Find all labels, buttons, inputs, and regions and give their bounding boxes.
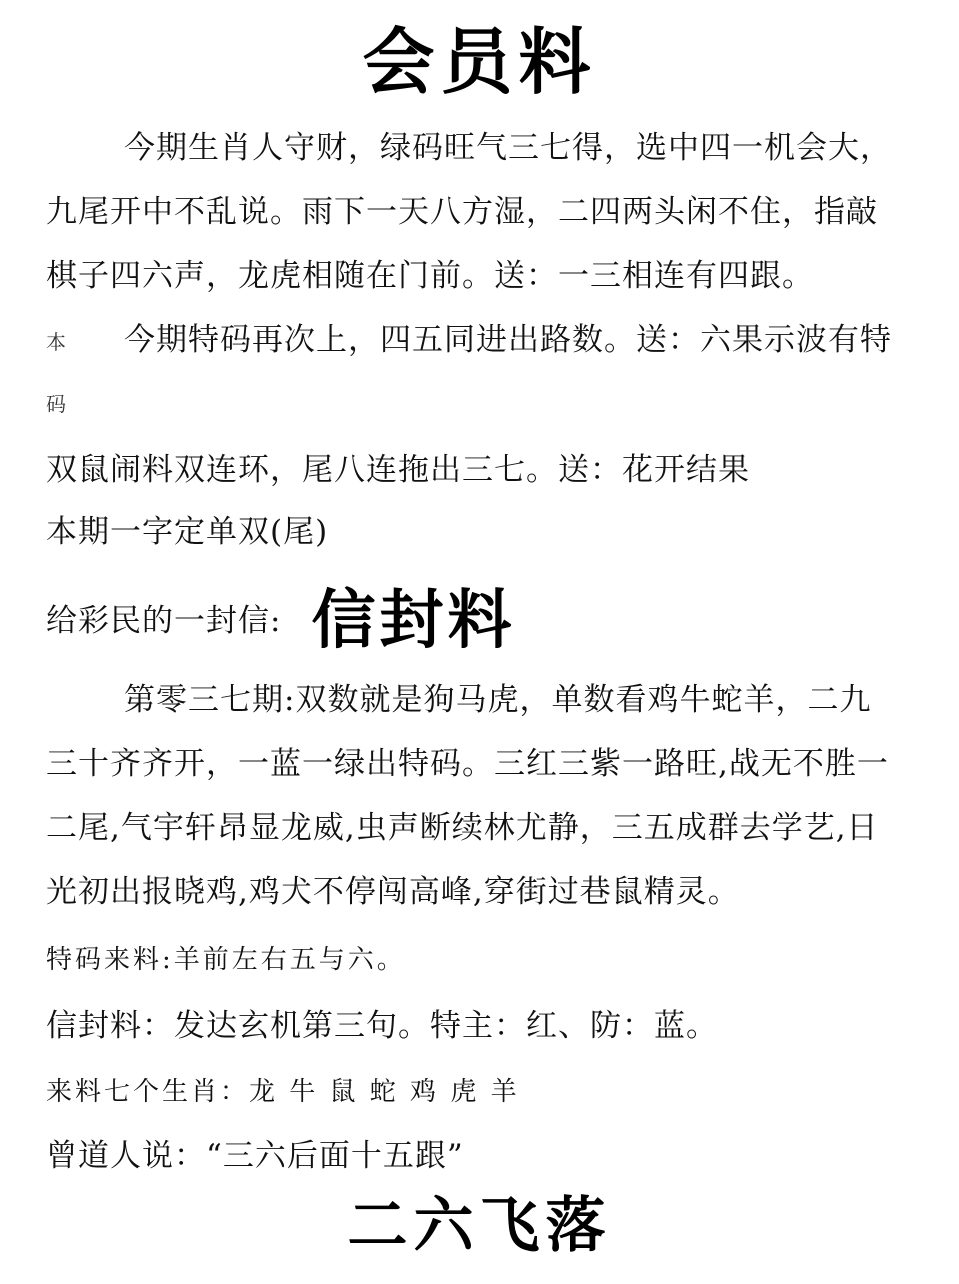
paragraph-line-1: 今期生肖人守财，绿码旺气三七得，选中四一机会大， xyxy=(124,130,892,166)
paragraph-line-7: 第零三七期:双数就是狗马虎，单数看鸡牛蛇羊，二九 xyxy=(124,682,872,718)
paragraph-line-8: 三十齐齐开，一蓝一绿出特码。三红三紫一路旺,战无不胜一 xyxy=(46,746,889,782)
letter-header xyxy=(46,585,926,657)
letter-label: 给彩民的一封信: xyxy=(46,603,282,639)
paragraph-line-11: 特码来料:羊前左右五与六。 xyxy=(46,945,406,975)
title-bottom: 二六飞落 xyxy=(347,1191,612,1261)
paragraph-line-3: 棋子四六声，龙虎相随在门前。送：一三相连有四跟。 xyxy=(46,258,814,294)
margin-char-lead: 本 xyxy=(46,330,66,354)
paragraph-line-12: 信封料：发达玄机第三句。特主：红、防：蓝。 xyxy=(46,1008,718,1044)
paragraph-line-6: 本期一字定单双(尾) xyxy=(46,514,329,550)
paragraph-line-13: 来料七个生肖：龙 牛 鼠 蛇 鸡 虎 羊 xyxy=(46,1077,520,1107)
margin-char-tail: 码 xyxy=(46,392,66,416)
title-member-material: 会员料 xyxy=(362,19,597,104)
paragraph-line-4: 今期特码再次上，四五同进出路数。送：六果示波有特 xyxy=(124,322,892,358)
paragraph-line-10: 光初出报晓鸡,鸡犬不停闯高峰,穿街过巷鼠精灵。 xyxy=(46,874,740,910)
paragraph-line-2: 九尾开中不乱说。雨下一天八方湿，二四两头闲不住，指敲 xyxy=(46,194,878,230)
title-envelope-material: 信封料 xyxy=(311,583,516,658)
paragraph-line-5: 双鼠闹料双连环，尾八连拖出三七。送：花开结果 xyxy=(46,452,750,488)
paragraph-line-9: 二尾,气宇轩昂显龙威,虫声断续林尤静，三五成群去学艺,日 xyxy=(46,810,879,846)
paragraph-line-14: 曾道人说：“三六后面十五跟” xyxy=(46,1138,464,1174)
